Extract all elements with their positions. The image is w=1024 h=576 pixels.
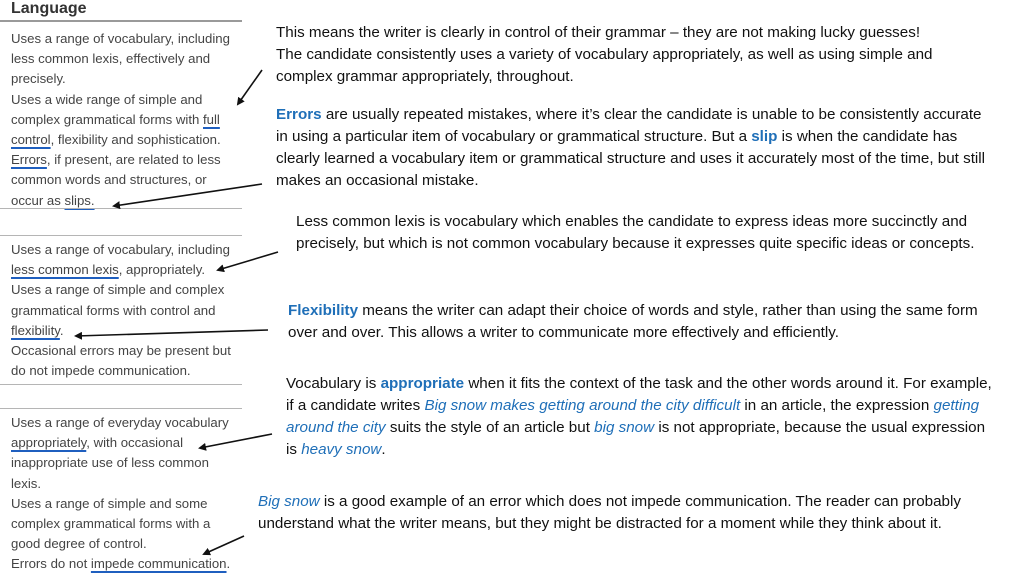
band5-errors: Errors, if present, are related to less common words and structures, or occur as slips. [11,152,221,208]
arrow-to-full-control [238,70,262,104]
note-control: This means the writer is clearly in control of their grammar – they are not making lucky guesses! The candidate consistently uses a variety of vocabulary appropriately, as well as using simple and complex grammar appropriately, throughout. [276,24,933,85]
band3-vocabulary: Uses a range of vocabulary, including less common lexis, appropriately. [11,242,230,278]
arrow-to-slips [114,184,262,206]
note-errors: Errors are usually repeated mistakes, where it’s clear the candidate is unable to be consistently accurate in using a particular item of vocabulary or grammatical structure. But a slip is when the candidate has clearly learned a vocabulary item or grammatical structure and uses it accurately most of the time, but still makes an occasional mistake. [276,106,986,189]
band3-grammar: Uses a range of simple and complex grammatical forms with control and flexibility. [11,282,225,338]
arrow-to-flexibility [76,330,268,336]
band5-grammar: Uses a wide range of simple and complex grammatical forms with full control, flexibility and sophistication. [11,91,221,148]
note-impede-communication: Big snow is a good example of an error which does not impede communication. The reader can probably understand what the writer means, but they might be distracted for a moment while they think about it. [258,493,961,532]
note-less-common-lexis: Less common lexis is vocabulary which enables the candidate to express ideas more succinctly and precisely, but which is not common vocabulary because it expresses quite specific ideas or concepts. [296,213,975,252]
arrow-to-appropriately [200,434,272,448]
arrow-to-less-common-lexis [218,252,278,270]
arrow-to-impede-communication [204,536,244,554]
band1-grammar: Uses a range of simple and some complex grammatical forms with a good degree of control. [11,495,211,552]
note-appropriate: Vocabulary is appropriate when it fits the context of the task and the other words around it. For example, if a candidate writes Big snow makes getting around the city difficult in an article, the expression getting around the city suits the style of an article but big snow is not appropriate, because the usual expression is heavy snow. [286,375,992,458]
rubric-title: Language [11,0,87,17]
note-flexibility: Flexibility means the writer can adapt their choice of words and style, rather than using the same form over and over. This allows a writer to communicate more effectively and efficiently. [288,302,978,341]
band3-errors: Occasional errors may be present but do not impede communication. [11,343,231,379]
band1-vocabulary: Uses a range of everyday vocabulary appropriately, with occasional inappropriate use of less common lexis. [11,415,229,491]
band1-errors: Errors do not impede communication. [11,556,231,572]
band5-vocabulary: Uses a range of vocabulary, including less common lexis, effectively and precisely. [11,31,230,87]
